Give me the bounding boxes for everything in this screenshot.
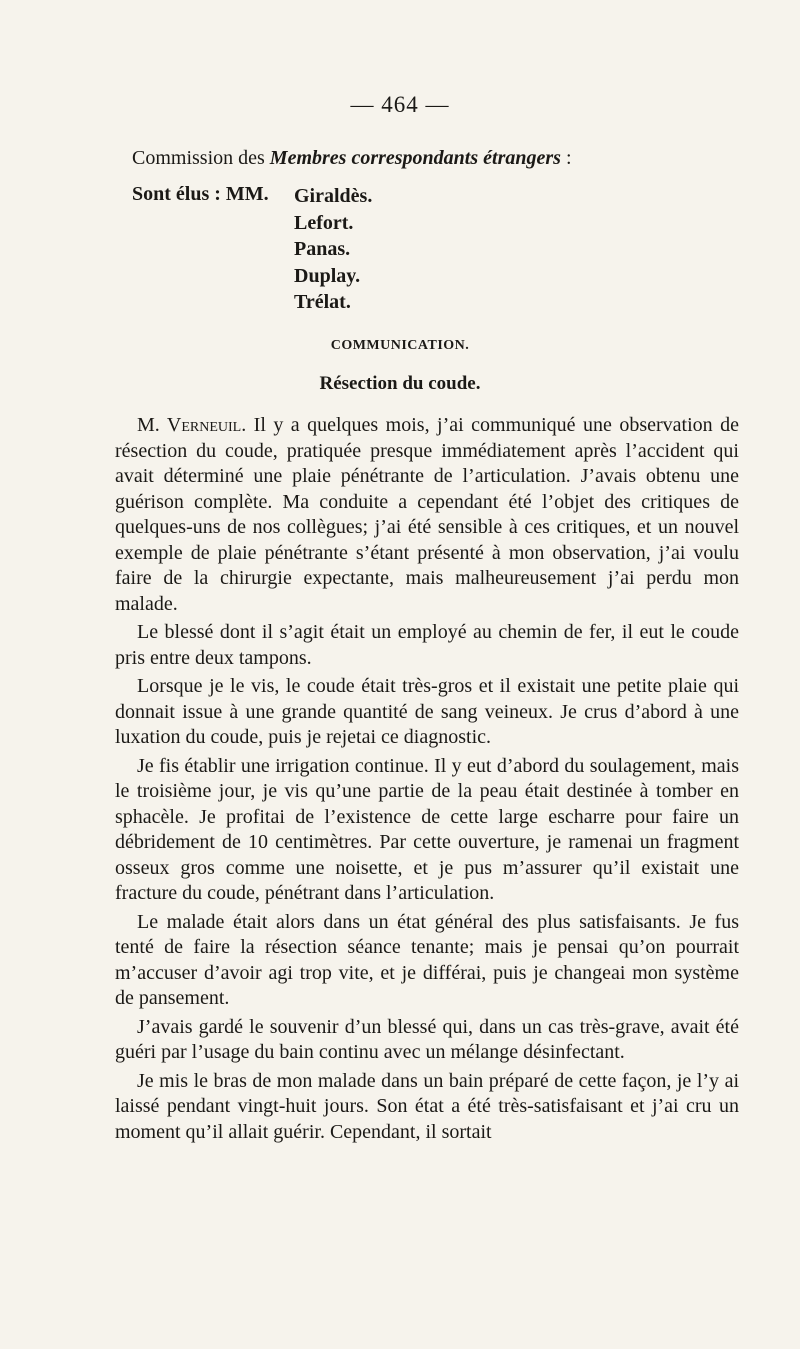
commission-suffix: : [560, 147, 572, 169]
page-number: — 464 — [350, 92, 450, 117]
paragraph: Le blessé dont il s’agit était un employé au chemin de fer, il eut le coude pris entre deux tampons. [115, 621, 739, 669]
elected-name: Panas. [294, 238, 351, 260]
elected-name: Duplay. [294, 264, 361, 287]
paragraph [115, 413, 739, 617]
paragraph: Je fis établir une irrigation continue. Il y eut d’abord du soulagement, mais le troisième jour, je vis qu’une partie de la peau était destinée à tomber en sphacèle. Je profitai de l’existence de cette large escharre pour faire un débridement de 10 centimètres. Par cette ouverture, je ramenai un fragment osseux gros comme une noisette, et je pus m’assurer qu’il existait une fracture du coude, pénétrant dans l’articulation. [115, 754, 739, 904]
paragraph: Lorsque je le vis, le coude était très-gros et il existait une petite plaie qui donnait issue à une grande quantité de sang veineux. Je crus d’abord à une luxation du coude, puis je rejetai ce diagnostic. [115, 675, 739, 748]
paragraph: Je mis le bras de mon malade dans un bain préparé de cette façon, je l’y ai laissé pendant vingt-huit jours. Son état a été très-satisfaisant et j’ai cru un moment qu’il allait guérir. Cependant, il sortait [115, 1069, 739, 1143]
elected-name: Giraldès. [294, 185, 373, 207]
commission-line [132, 147, 572, 170]
elected-name: Lefort. [294, 211, 354, 234]
article-body [115, 413, 739, 1148]
commission-italic: Membres correspondants étrangers [269, 147, 561, 169]
commission-prefix: Commission des [132, 147, 270, 169]
elected-lead [132, 183, 290, 206]
article-title: Résection du coude. [319, 373, 481, 394]
paragraph-text: Il y a quelques mois, j’ai communiqué une observation de résection du coude, pratiquée presque immédiatement après l’accident qui avait déterminé une plaie pénétrante de l’articulation. J’avais obtenu une guérison complète. Ma conduite a cependant été l’objet des critiques de quelques-uns de nos collègues; j’ai été sensible à ces critiques, et un nouvel exemple de plaie pénétrante s’étant présenté à mon observation, j’ai voulu faire de la chirurgie expectante, mais malheureusement j’ai perdu mon malade. [115, 414, 739, 615]
speaker-name: M. Verneuil. [137, 414, 247, 436]
paragraph: J’avais gardé le souvenir d’un blessé qui, dans un cas très-grave, avait été guéri par l’usage du bain continu avec un mélange désinfectant. [115, 1015, 739, 1063]
section-heading: COMMUNICATION. [330, 338, 470, 353]
elected-lead-text: Sont élus : MM. [132, 183, 269, 205]
elected-names-list [294, 183, 372, 316]
elected-name: Trélat. [294, 291, 351, 313]
paragraph: Le malade était alors dans un état général des plus satisfaisants. Je fus tenté de faire la résection séance tenante; mais je pensai qu’on pourrait m’accuser d’avoir agi trop vite, et je différai, puis je changeai mon système de pansement. [115, 910, 739, 1009]
